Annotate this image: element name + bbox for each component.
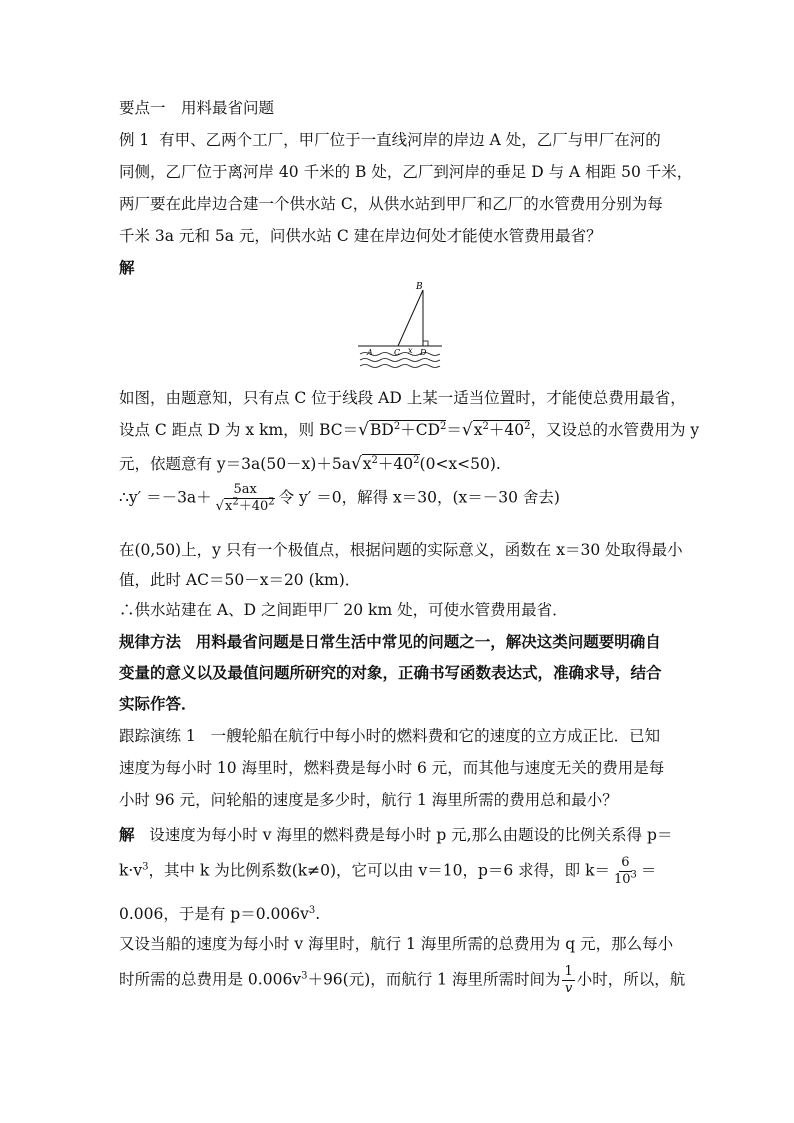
solution-line-1: 如图，由题意知，只有点 C 位于线段 AD 上某一适当位置时，才能使总费用最省， (119, 389, 686, 407)
exercise-line-3: 小时 96 元，问轮船的速度是多少时，航行 1 海里所需的费用总和最小？ (119, 791, 618, 809)
river-wave-3 (360, 365, 440, 368)
example-line-2: 同侧，乙厂位于离河岸 40 千米的 B 处，乙厂到河岸的垂足 D 与 A 相距 50 千米， (119, 163, 693, 181)
solution-line-7: ∴供水站建在 A、D 之间距甲厂 20 km 处，可使水管费用最省． (119, 601, 568, 619)
sqrt-bd-cd: $BD^2+CD^2$ (370, 420, 447, 439)
example-line-1: 例 1 有甲、乙两个工厂，甲厂位于一直线河岸的岸边 A 处，乙厂与甲厂在河的 (119, 131, 661, 149)
segment-bc (398, 290, 423, 346)
label-a: A (367, 348, 373, 357)
sqrt-x-40-b: $x^2+40^2$ (362, 454, 420, 473)
label-d: D (420, 348, 427, 357)
method-line-3: 实际作答． (119, 694, 197, 713)
method-line-2: 变量的意义以及最值问题所研究的对象，正确书写函数表达式，准确求导，结合 (119, 663, 662, 682)
answer-line-2: $k\cdot v^3$，其中 k 为比例系数(k≠0)，它可以由 v＝10，p＝6 求得，即 k＝ $\frac{6}{10^3}$ ＝ (119, 855, 657, 887)
time-fraction: $\frac{1}{v}$ (564, 964, 573, 996)
right-angle-mark (423, 341, 428, 346)
answer-line-3: 0.006，于是有 $p=0.006v^3$. (119, 904, 321, 923)
exercise-label: 跟踪演练 1 (119, 727, 196, 745)
answer-label: 解 (119, 825, 135, 844)
river-wave-2 (360, 359, 440, 362)
method-label: 规律方法 (119, 632, 182, 651)
section-title: 要点一 用料最省问题 (119, 99, 275, 117)
solution-line-5: 在(0,50)上，y 只有一个极值点，根据问题的实际意义，函数在 x＝30 处取得最小 (119, 541, 683, 559)
solution-label: 解 (119, 258, 135, 277)
example-line-4: 千米 3a 元和 5a 元，问供水站 C 建在岸边何处才能使水管费用最省？ (119, 227, 602, 245)
solution-line-3: 元，依题意有 $y=3a(50-x)+5a√x^2+40^2(0<x<50)$. (119, 454, 501, 474)
label-c: C (394, 348, 401, 357)
solution-line-2: 设点 C 距点 D 为 x km，则 $BC=√BD^2+CD^2=√x^2+40^2$，又设总的水管费用为 y (119, 420, 700, 440)
label-b: B (416, 282, 423, 292)
label-x: x (408, 346, 413, 355)
answer-line-4: 又设当船的速度为每小时 v 海里时，航行 1 海里所需的总费用为 q 元，那么每小 (119, 935, 674, 953)
example-label: 例 1 (119, 131, 150, 149)
answer-line-5: 时所需的总费用是 $0.006v^3+96$(元)，而航行 1 海里所需时间为 $\frac{1}{v}$ 小时，所以，航 (119, 964, 686, 996)
answer-line-1: 解 设速度为每小时 v 海里的燃料费是每小时 p 元,那么由题设的比例关系得 p＝ (119, 825, 673, 844)
geometry-figure (350, 278, 450, 378)
derivative-fraction: $\frac{5ax}{√x^2+40^2}$ (215, 482, 275, 514)
method-line-1: 规律方法 用料最省问题是日常生活中常见的问题之一，解决这类问题要明确自 (119, 632, 661, 651)
example-line-3: 两厂要在此岸边合建一个供水站 C，从供水站到甲厂和乙厂的水管费用分别为每 (119, 195, 663, 213)
k-fraction: $\frac{6}{10^3}$ (613, 855, 637, 887)
sqrt-x-40: $x^2+40^2$ (473, 420, 531, 439)
solution-line-4: ∴y′ ＝－3a＋ $\frac{5ax}{√x^2+40^2}$ 令 y′ ＝0，解得 x＝30，(x＝－30 舍去) (119, 482, 560, 514)
exercise-line-1: 跟踪演练 1 一艘轮船在航行中每小时的燃料费和它的速度的立方成正比．已知 (119, 727, 661, 745)
exercise-line-2: 速度为每小时 10 海里时，燃料费是每小时 6 元，而其他与速度无关的费用是每 (119, 759, 665, 777)
solution-line-6: 值，此时 AC＝50－x＝20 (km)． (119, 571, 361, 589)
